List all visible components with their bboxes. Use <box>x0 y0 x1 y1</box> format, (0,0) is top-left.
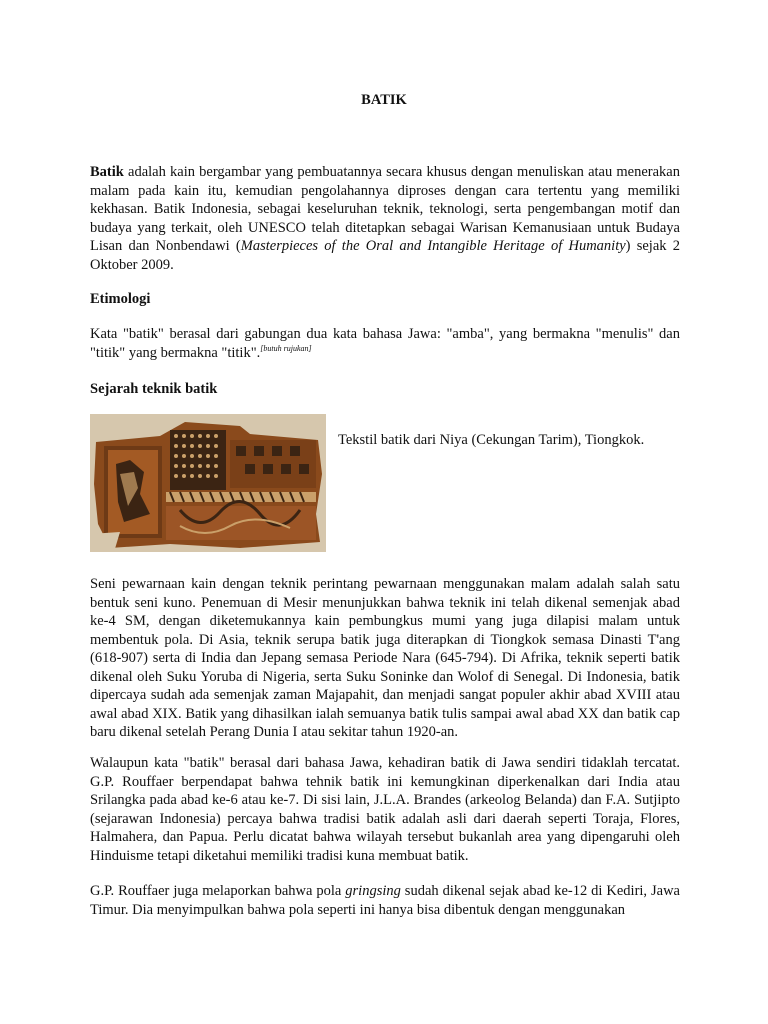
intro-paragraph <box>90 163 680 274</box>
etimologi-heading: Etimologi <box>90 291 151 307</box>
figure-caption: Tekstil batik dari Niya (Cekungan Tarim), Tiongkok. <box>338 432 645 448</box>
etimologi-text: Kata "batik" berasal dari gabungan dua kata bahasa Jawa: "amba", yang bermakna "menulis" dan "titik" yang bermakna "titik". <box>90 326 680 361</box>
intro-term: Batik <box>90 164 124 180</box>
p3-italic-term: gringsing <box>345 883 401 899</box>
intro-italic: Masterpieces of the Oral and Intangible Heritage of Humanity <box>240 238 626 254</box>
intro-text-1: adalah kain bergambar yang pembuatannya secara khusus dengan menuliskan atau menerakan malam pada kain itu, kemudian pengolahannya diproses dengan cara tertentu yang memiliki kekhasan. Batik Indonesia, sebagai keseluruhan teknik, teknologi, serta pengembangan motif dan budaya yang terkait, oleh UNESCO telah ditetapkan sebagai Warisan Kemanusiaan untuk Budaya Lisan dan Nonbendawi ( <box>90 164 680 254</box>
sejarah-heading: Sejarah teknik batik <box>90 381 218 397</box>
etimologi-paragraph <box>90 325 680 362</box>
citation-needed-link[interactable]: [butuh rujukan] <box>260 343 312 353</box>
p3-text-b: sudah dikenal sejak abad ke-12 di Kediri, Jawa Timur. Dia menyimpulkan bahwa pola seperti ini hanya bisa dibentuk dengan menggunakan <box>90 883 680 918</box>
sejarah-paragraph-2: Walaupun kata "batik" berasal dari bahasa Jawa, kehadiran batik di Jawa sendiri tidaklah tercatat. G.P. Rouffaer berpendapat bahwa tehnik batik ini kemungkinan diperkenalkan dari India atau Srilangka pada abad ke-6 atau ke-7. Di sisi lain, J.L.A. Brandes (arkeolog Belanda) dan F.A. Sutjipto (sejarawan Indonesia) percaya bahwa tradisi batik adalah asli dari daerah seperti Toraja, Flores, Halmahera, dan Papua. Perlu dicatat bahwa wilayah tersebut bukanlah area yang dipengaruhi oleh Hinduisme tetapi diketahui memiliki tradisi kuna membuat batik. <box>90 755 680 864</box>
batik-textile-image <box>90 414 326 552</box>
intro-text-2: ) sejak 2 Oktober 2009. <box>90 238 680 273</box>
batik-textile-illustration <box>90 414 326 552</box>
sejarah-paragraph-1: Seni pewarnaan kain dengan teknik perintang pewarnaan menggunakan malam adalah salah satu bentuk seni kuno. Penemuan di Mesir menunjukkan bahwa teknik ini telah dikenal semenjak abad ke-4 SM, dengan diketemukannya kain pembungkus mumi yang juga dilapisi malam untuk membentuk pola. Di Asia, teknik serupa batik juga diterapkan di Tiongkok semasa Dinasti T'ang (618-907) serta di India dan Jepang semasa Periode Nara (645-794). Di Afrika, teknik seperti batik dikenal oleh Suku Yoruba di Nigeria, serta Suku Soninke dan Wolof di Senegal. Di Indonesia, batik dipercaya sudah ada semenjak zaman Majapahit, dan menjadi sangat populer akhir abad XVIII atau awal abad XIX. Batik yang dihasilkan ialah semuanya batik tulis sampai awal abad XX dan batik cap baru dikenal setelah Perang Dunia I atau sekitar tahun 1920-an. <box>90 576 680 740</box>
page-title: BATIK <box>361 92 407 108</box>
sejarah-paragraph-3 <box>90 882 680 919</box>
p3-text-a: G.P. Rouffaer juga melaporkan bahwa pola <box>90 883 346 899</box>
